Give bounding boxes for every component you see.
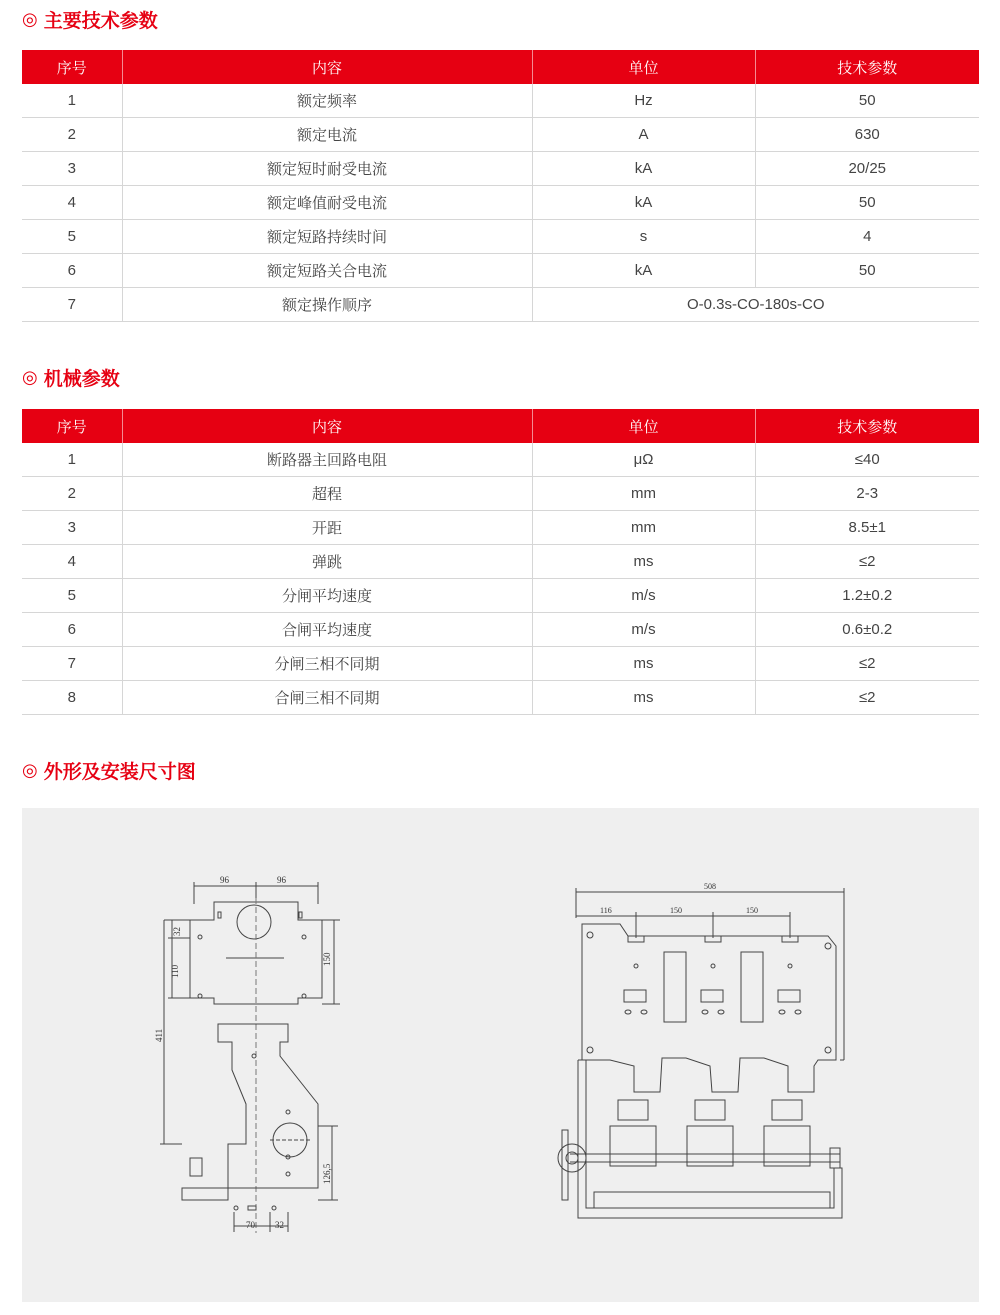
section-title-main-params bbox=[22, 7, 158, 31]
cell-unit: s bbox=[532, 220, 755, 254]
table-row bbox=[22, 118, 979, 152]
dim-label: 411 bbox=[154, 1028, 164, 1042]
table-row bbox=[22, 220, 979, 254]
right-breaker-drawing bbox=[558, 882, 844, 1218]
table-row bbox=[22, 84, 979, 118]
header-value: 技术参数 bbox=[755, 409, 979, 443]
cell-index: 3 bbox=[22, 511, 122, 545]
cell-content: 开距 bbox=[122, 511, 532, 545]
section-title-text: 外形及安装尺寸图 bbox=[43, 761, 196, 783]
dim-label: 150 bbox=[670, 906, 682, 915]
dimension-drawing bbox=[22, 808, 979, 1302]
cell-value: 0.6±0.2 bbox=[755, 613, 979, 647]
cell-index: 5 bbox=[22, 579, 122, 613]
table-row bbox=[22, 681, 979, 715]
section-title-dimensions bbox=[22, 758, 196, 782]
cell-index: 2 bbox=[22, 118, 122, 152]
table-row bbox=[22, 254, 979, 288]
section-title-mechanical-params bbox=[22, 365, 120, 389]
table-row bbox=[22, 152, 979, 186]
double-circle-icon: ◎ bbox=[22, 366, 38, 387]
header-unit: 单位 bbox=[532, 409, 755, 443]
table-row bbox=[22, 288, 979, 322]
dim-label: 150 bbox=[322, 952, 332, 966]
cell-index: 7 bbox=[22, 647, 122, 681]
cell-content: 额定峰值耐受电流 bbox=[122, 186, 532, 220]
dim-label: 70 bbox=[246, 1220, 255, 1230]
header-index: 序号 bbox=[22, 50, 122, 84]
header-content: 内容 bbox=[122, 50, 532, 84]
cell-content: 额定短路持续时间 bbox=[122, 220, 532, 254]
cell-unit: m/s bbox=[532, 579, 755, 613]
cell-content: 分闸三相不同期 bbox=[122, 647, 532, 681]
header-unit: 单位 bbox=[532, 50, 755, 84]
cell-content: 分闸平均速度 bbox=[122, 579, 532, 613]
cell-index: 5 bbox=[22, 220, 122, 254]
cell-value: 50 bbox=[755, 84, 979, 118]
table-header-row bbox=[22, 50, 979, 84]
cell-index: 8 bbox=[22, 681, 122, 715]
table-row bbox=[22, 186, 979, 220]
cell-unit: m/s bbox=[532, 613, 755, 647]
dim-label: 126,5 bbox=[322, 1163, 332, 1184]
left-mounting-drawing bbox=[154, 875, 340, 1233]
cell-value: 20/25 bbox=[755, 152, 979, 186]
cell-unit: kA bbox=[532, 186, 755, 220]
table-row bbox=[22, 443, 979, 477]
cell-value: 630 bbox=[755, 118, 979, 152]
cell-unit: Hz bbox=[532, 84, 755, 118]
cell-index: 4 bbox=[22, 545, 122, 579]
cell-value: 4 bbox=[755, 220, 979, 254]
double-circle-icon: ◎ bbox=[22, 8, 38, 29]
cell-value: ≤2 bbox=[755, 681, 979, 715]
cell-value: ≤2 bbox=[755, 647, 979, 681]
main-params-table bbox=[22, 50, 979, 322]
cell-unit: mm bbox=[532, 477, 755, 511]
cell-content: 额定短路关合电流 bbox=[122, 254, 532, 288]
dim-label: 96 bbox=[277, 875, 286, 885]
double-circle-icon: ◎ bbox=[22, 759, 38, 780]
dim-label: 110 bbox=[170, 964, 180, 978]
cell-content: 额定频率 bbox=[122, 84, 532, 118]
cell-content: 额定操作顺序 bbox=[122, 288, 532, 322]
cell-index: 2 bbox=[22, 477, 122, 511]
cell-unit: ms bbox=[532, 545, 755, 579]
cell-index: 4 bbox=[22, 186, 122, 220]
cell-content: 额定电流 bbox=[122, 118, 532, 152]
cell-unit: A bbox=[532, 118, 755, 152]
cell-unit: kA bbox=[532, 152, 755, 186]
cell-index: 1 bbox=[22, 443, 122, 477]
table-row bbox=[22, 647, 979, 681]
header-value: 技术参数 bbox=[755, 50, 979, 84]
cell-content: 断路器主回路电阻 bbox=[122, 443, 532, 477]
dim-label: 96 bbox=[220, 875, 229, 885]
cell-unit: ms bbox=[532, 681, 755, 715]
dim-label: 508 bbox=[704, 882, 716, 891]
cell-index: 3 bbox=[22, 152, 122, 186]
cell-value: ≤2 bbox=[755, 545, 979, 579]
mechanical-params-table bbox=[22, 409, 979, 715]
cell-content: 弹跳 bbox=[122, 545, 532, 579]
dim-label: 32 bbox=[172, 927, 182, 936]
dim-label: 116 bbox=[600, 906, 612, 915]
cell-unit: kA bbox=[532, 254, 755, 288]
table-row bbox=[22, 477, 979, 511]
table-row bbox=[22, 579, 979, 613]
cell-value: 2-3 bbox=[755, 477, 979, 511]
cell-value: 50 bbox=[755, 186, 979, 220]
cell-content: 超程 bbox=[122, 477, 532, 511]
cell-value: 50 bbox=[755, 254, 979, 288]
table-row bbox=[22, 511, 979, 545]
table-row bbox=[22, 613, 979, 647]
cell-index: 7 bbox=[22, 288, 122, 322]
cell-value-merged: O-0.3s-CO-180s-CO bbox=[532, 288, 979, 322]
table-row bbox=[22, 545, 979, 579]
dim-label: 32 bbox=[275, 1220, 284, 1230]
cell-index: 6 bbox=[22, 254, 122, 288]
cell-content: 额定短时耐受电流 bbox=[122, 152, 532, 186]
cell-value: ≤40 bbox=[755, 443, 979, 477]
cell-unit: mm bbox=[532, 511, 755, 545]
cell-index: 6 bbox=[22, 613, 122, 647]
header-content: 内容 bbox=[122, 409, 532, 443]
cell-content: 合闸平均速度 bbox=[122, 613, 532, 647]
section-title-text: 机械参数 bbox=[43, 368, 120, 390]
header-index: 序号 bbox=[22, 409, 122, 443]
cell-value: 1.2±0.2 bbox=[755, 579, 979, 613]
cell-unit: ms bbox=[532, 647, 755, 681]
cell-unit: μΩ bbox=[532, 443, 755, 477]
dim-label: 150 bbox=[746, 906, 758, 915]
dimension-drawing-panel bbox=[22, 808, 979, 1302]
cell-index: 1 bbox=[22, 84, 122, 118]
section-title-text: 主要技术参数 bbox=[43, 10, 158, 32]
cell-value: 8.5±1 bbox=[755, 511, 979, 545]
cell-content: 合闸三相不同期 bbox=[122, 681, 532, 715]
table-header-row bbox=[22, 409, 979, 443]
